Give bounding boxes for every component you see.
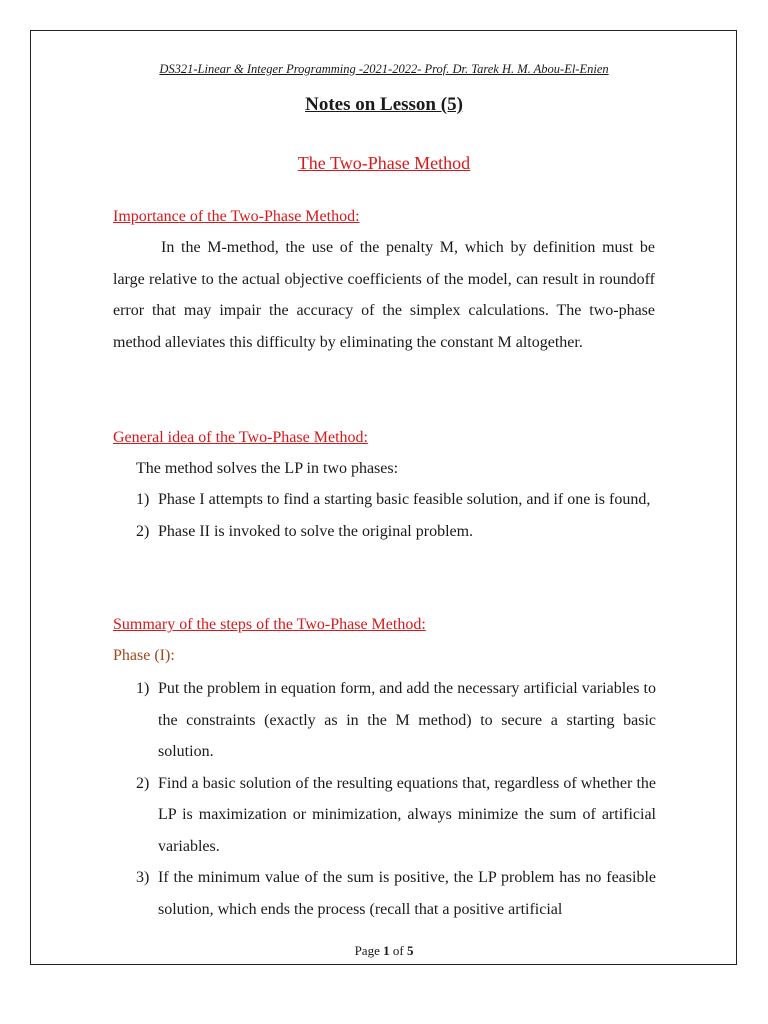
summary-heading: Summary of the steps of the Two-Phase Method: [113,616,426,633]
list-item-number: 1) [136,491,150,508]
list-item [136,862,656,925]
of-word: of [392,943,404,958]
list-item-number: 1) [136,680,150,697]
page-footer [0,943,768,959]
list-item-text: If the minimum value of the sum is positive, the LP problem has no feasible solution, which ends the process (recall that a positive artificial [158,869,656,918]
running-header: DS321-Linear & Integer Programming -2021-2022- Prof. Dr. Tarek H. M. Abou-El-Enien [159,62,609,76]
page-title: Notes on Lesson (5) [305,94,463,115]
section-title: The Two-Phase Method [297,153,471,173]
general-idea-list [136,484,656,547]
current-page-number: 1 [383,943,390,958]
list-item-text: Phase I attempts to find a starting basic feasible solution, and if one is found, [158,491,651,508]
total-pages-number: 5 [406,943,414,958]
list-item-text: Put the problem in equation form, and add the necessary artificial variables to the constraints (exactly as in the M method) to secure a starting basic solution. [158,680,656,760]
page-word: Page [354,943,380,958]
importance-heading: Importance of the Two-Phase Method: [113,208,360,225]
summary-steps-list [136,673,656,925]
list-item [136,768,656,863]
general-idea-intro: The method solves the LP in two phases: [136,460,399,477]
phase-one-heading: Phase (I): [113,647,175,664]
list-item-number: 2) [136,774,150,792]
list-item-text: Phase II is invoked to solve the original problem. [158,522,474,540]
list-item-text: Find a basic solution of the resulting equations that, regardless of whether the LP is maximization or minimization, always minimize the sum of artificial variables. [158,774,656,855]
list-item-number: 3) [136,869,150,886]
general-idea-heading: General idea of the Two-Phase Method: [113,429,368,446]
list-item-number: 2) [136,522,150,540]
list-item [136,673,656,768]
list-item [136,484,656,516]
list-item [136,516,656,548]
importance-paragraph: In the M-method, the use of the penalty M, which by definition must be large relative to the actual objective coefficients of the model, can result in roundoff error that may impair the accuracy of the simplex calculations. The two-phase method alleviates this difficulty by eliminating the constant M altogether. [113,239,655,351]
